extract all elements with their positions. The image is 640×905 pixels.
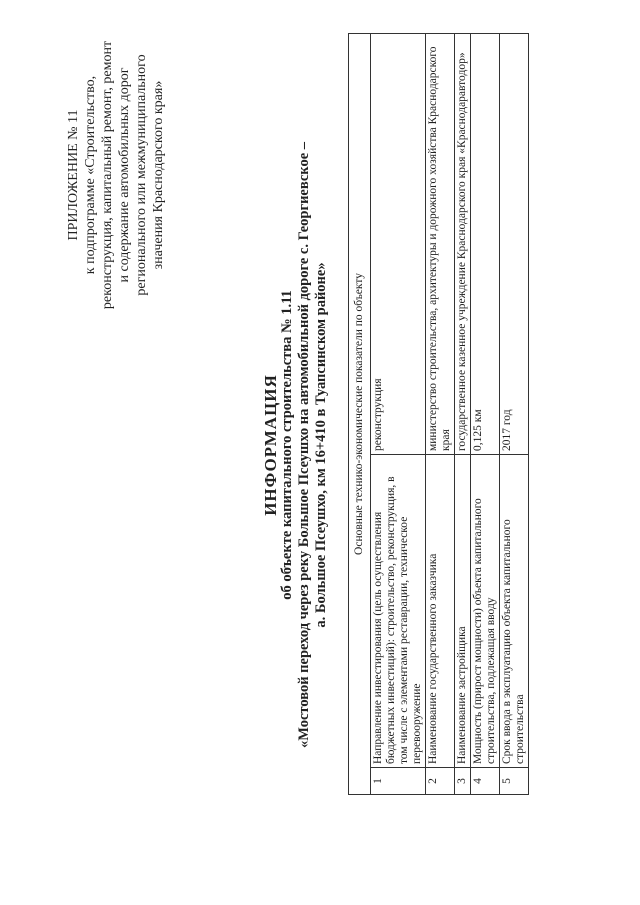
table-header-row [349, 34, 371, 795]
row-name: Направление инвестирования (цель осуществления бюджетных инвестиций): строительство, реконструкция, в том числе с элементами реставрации, техническое перевооружение [371, 455, 426, 768]
table-row [500, 34, 529, 795]
object-name-line: а. Большое Псеушхо, км 16+410 в Туапсинском районе» [313, 262, 329, 628]
table-row [371, 34, 426, 795]
row-value: реконструкция [371, 34, 426, 455]
row-value: государственное казенное учреждение Краснодарского края «Краснодаравтодор» [455, 34, 471, 455]
row-value: 2017 год [500, 34, 529, 455]
appendix-line: к подпрограмме «Строительство, [83, 75, 98, 275]
document-title [262, 125, 330, 765]
appendix-line: регионального или межмуниципального [134, 54, 149, 296]
appendix-line: реконструкция, капитальный ремонт, ремонт [100, 40, 115, 310]
row-name: Наименование застройщика [455, 455, 471, 768]
row-number: 4 [471, 768, 500, 795]
title-subheading: об объекте капитального строительства № 1.11 [279, 290, 295, 600]
appendix-line: и содержание автомобильных дорог [117, 67, 132, 283]
appendix-number: ПРИЛОЖЕНИЕ № 11 [66, 109, 81, 241]
table-row [471, 34, 500, 795]
table-header: Основные технико-экономические показатели по объекту [349, 34, 371, 795]
row-number: 1 [371, 768, 426, 795]
row-number: 3 [455, 768, 471, 795]
row-number: 2 [426, 768, 455, 795]
table-row [426, 34, 455, 795]
row-value: 0,125 км [471, 34, 500, 455]
appendix-block [65, 15, 167, 335]
object-name-line: «Мостовой переход через реку Большое Псеушхо на автомобильной дороге с. Георгиевское – [296, 141, 312, 749]
row-number: 5 [500, 768, 529, 795]
appendix-line: значения Краснодарского края» [151, 80, 166, 270]
row-name: Срок ввода в эксплуатацию объекта капитального строительства [500, 455, 529, 768]
title-heading: ИНФОРМАЦИЯ [261, 374, 280, 516]
row-name: Мощность (прирост мощности) объекта капитального строительства, подлежащая вводу [471, 455, 500, 768]
indicators-table [348, 33, 529, 795]
row-name: Наименование государственного заказчика [426, 455, 455, 768]
row-value: министерство строительства, архитектуры и дорожного хозяйства Краснодарского края [426, 34, 455, 455]
table-row [455, 34, 471, 795]
